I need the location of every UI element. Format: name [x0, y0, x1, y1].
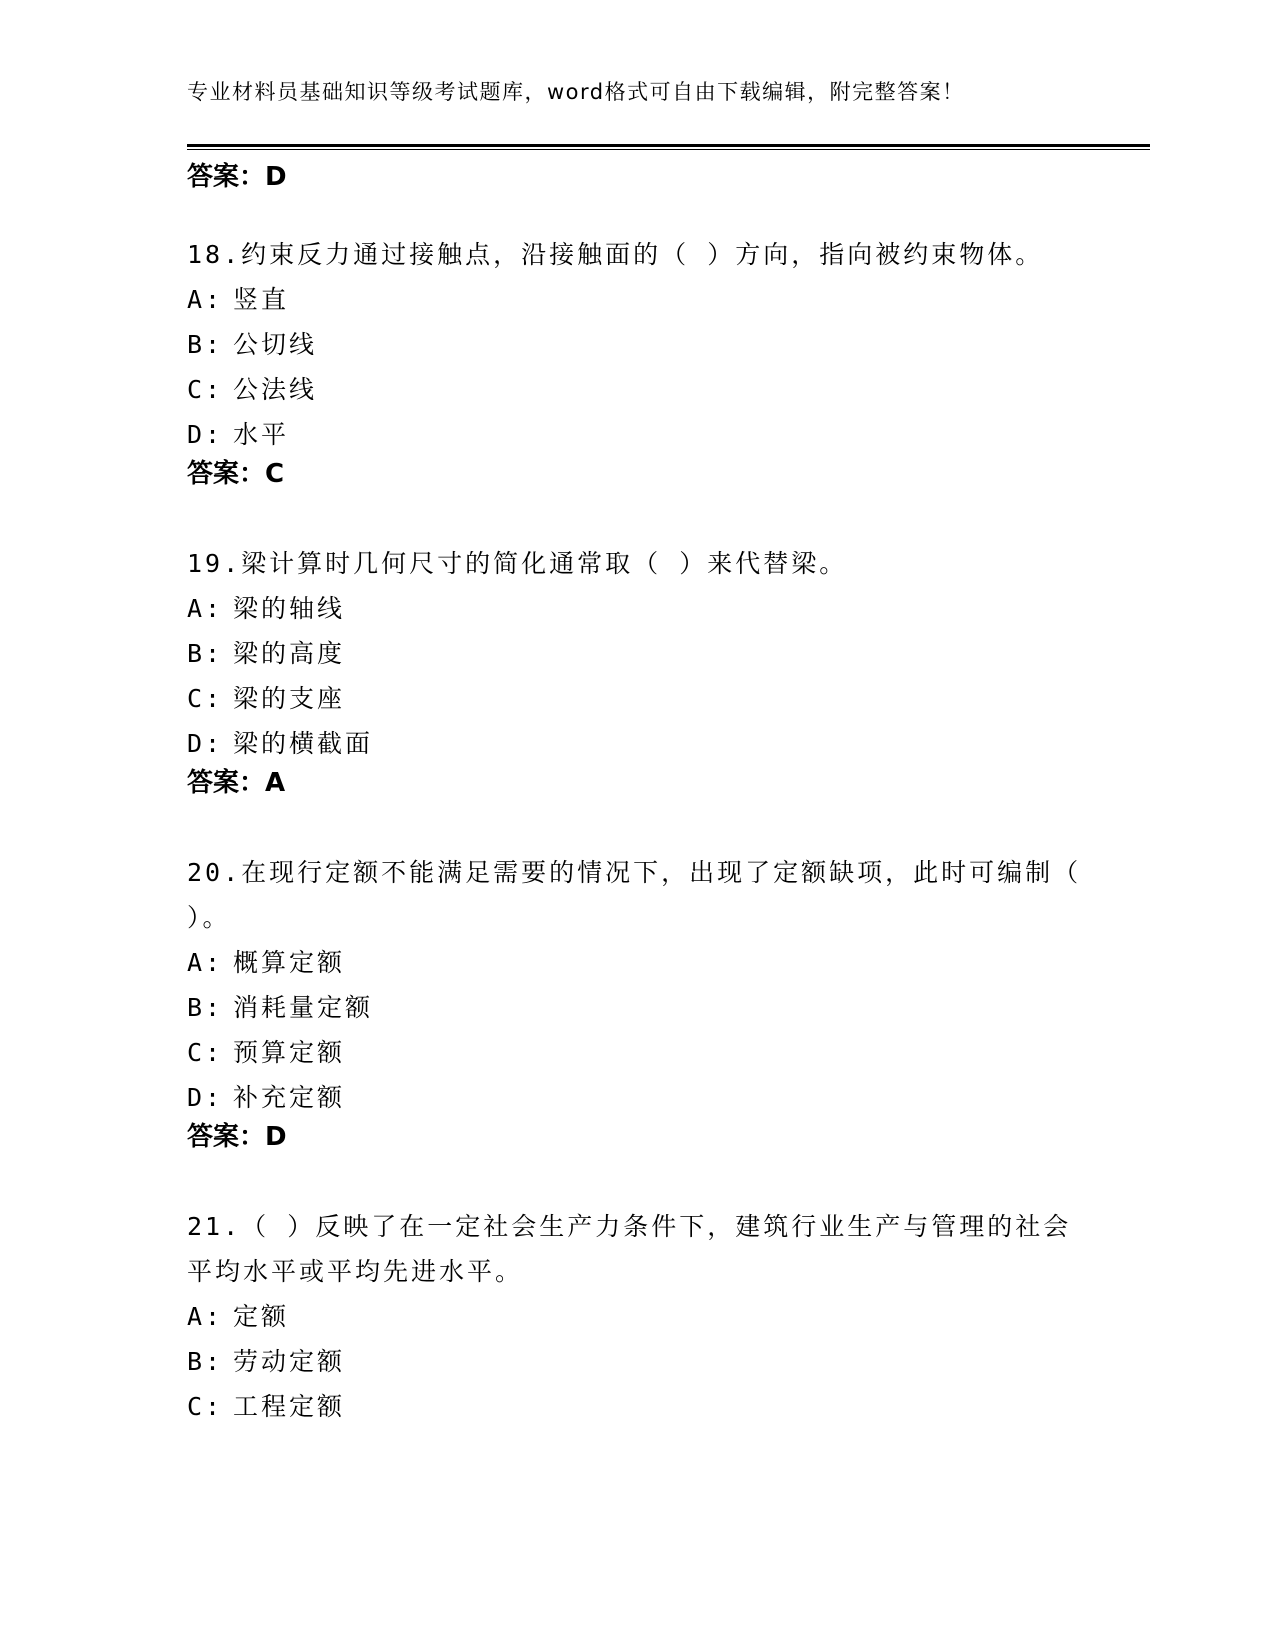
answer-value: C — [265, 459, 285, 489]
answer-line — [187, 766, 1087, 800]
question-list — [187, 160, 1087, 1429]
answer-value: A — [265, 768, 286, 798]
option-text: 梁的高度 — [233, 639, 346, 668]
question-text — [187, 232, 1087, 277]
answer-label: 答案： — [187, 162, 266, 192]
option-text: 概算定额 — [233, 948, 346, 977]
answer-label: 答案： — [187, 1122, 266, 1152]
question-stem: 梁计算时几何尺寸的简化通常取（ ）来代替梁。 — [241, 549, 848, 578]
option-text: 公法线 — [233, 375, 318, 404]
option-letter: D: — [187, 1083, 224, 1112]
option-d — [187, 412, 1087, 457]
option-c — [187, 676, 1087, 721]
option-letter: A: — [187, 1302, 224, 1331]
answer-line — [187, 457, 1087, 491]
question-number: 21. — [187, 1212, 242, 1241]
question-text — [187, 1204, 1087, 1294]
option-b — [187, 1339, 1087, 1384]
answer-value: D — [265, 1122, 287, 1152]
answer-line — [187, 160, 1087, 194]
option-text: 工程定额 — [233, 1392, 346, 1421]
option-letter: B: — [187, 993, 224, 1022]
question-18 — [187, 232, 1087, 491]
answer-value: D — [265, 162, 287, 192]
option-text: 劳动定额 — [233, 1347, 346, 1376]
page-header: 专业材料员基础知识等级考试题库，word格式可自由下载编辑，附完整答案！ — [187, 80, 965, 104]
option-a — [187, 586, 1087, 631]
answer-label: 答案： — [187, 459, 266, 489]
option-text: 梁的横截面 — [233, 729, 374, 758]
option-c — [187, 1384, 1087, 1429]
answer-label: 答案： — [187, 768, 266, 798]
question-number: 20. — [187, 858, 242, 887]
option-letter: B: — [187, 330, 224, 359]
option-letter: B: — [187, 639, 224, 668]
option-letter: C: — [187, 1392, 224, 1421]
option-letter: D: — [187, 420, 224, 449]
option-text: 梁的轴线 — [233, 594, 346, 623]
option-d — [187, 721, 1087, 766]
option-letter: C: — [187, 684, 224, 713]
option-text: 预算定额 — [233, 1038, 346, 1067]
option-text: 公切线 — [233, 330, 318, 359]
option-letter: C: — [187, 1038, 224, 1067]
option-text: 竖直 — [233, 285, 290, 314]
question-text — [187, 850, 1087, 940]
option-b — [187, 985, 1087, 1030]
question-19 — [187, 541, 1087, 800]
answer-line — [187, 1120, 1087, 1154]
option-b — [187, 322, 1087, 367]
option-c — [187, 367, 1087, 412]
option-letter: A: — [187, 285, 224, 314]
question-20 — [187, 850, 1087, 1154]
option-a — [187, 940, 1087, 985]
option-text: 梁的支座 — [233, 684, 346, 713]
question-stem: 在现行定额不能满足需要的情况下，出现了定额缺项，此时可编制（ ）。 — [187, 858, 1082, 932]
question-number: 19. — [187, 549, 242, 578]
header-rule-thick — [187, 144, 1150, 147]
option-letter: B: — [187, 1347, 224, 1376]
option-text: 补充定额 — [233, 1083, 346, 1112]
option-b — [187, 631, 1087, 676]
option-c — [187, 1030, 1087, 1075]
question-stem: 约束反力通过接触点，沿接触面的（ ）方向，指向被约束物体。 — [241, 240, 1044, 269]
option-letter: A: — [187, 948, 224, 977]
option-letter: D: — [187, 729, 224, 758]
question-stem: （ ）反映了在一定社会生产力条件下，建筑行业生产与管理的社会平均水平或平均先进水平。 — [187, 1212, 1072, 1286]
question-21 — [187, 1204, 1087, 1429]
option-text: 定额 — [233, 1302, 290, 1331]
question-text — [187, 541, 1087, 586]
option-letter: C: — [187, 375, 224, 404]
option-text: 消耗量定额 — [233, 993, 374, 1022]
option-text: 水平 — [233, 420, 290, 449]
header-rule-thin — [187, 149, 1150, 150]
option-letter: A: — [187, 594, 224, 623]
question-number: 18. — [187, 240, 242, 269]
option-a — [187, 1294, 1087, 1339]
option-d — [187, 1075, 1087, 1120]
option-a — [187, 277, 1087, 322]
